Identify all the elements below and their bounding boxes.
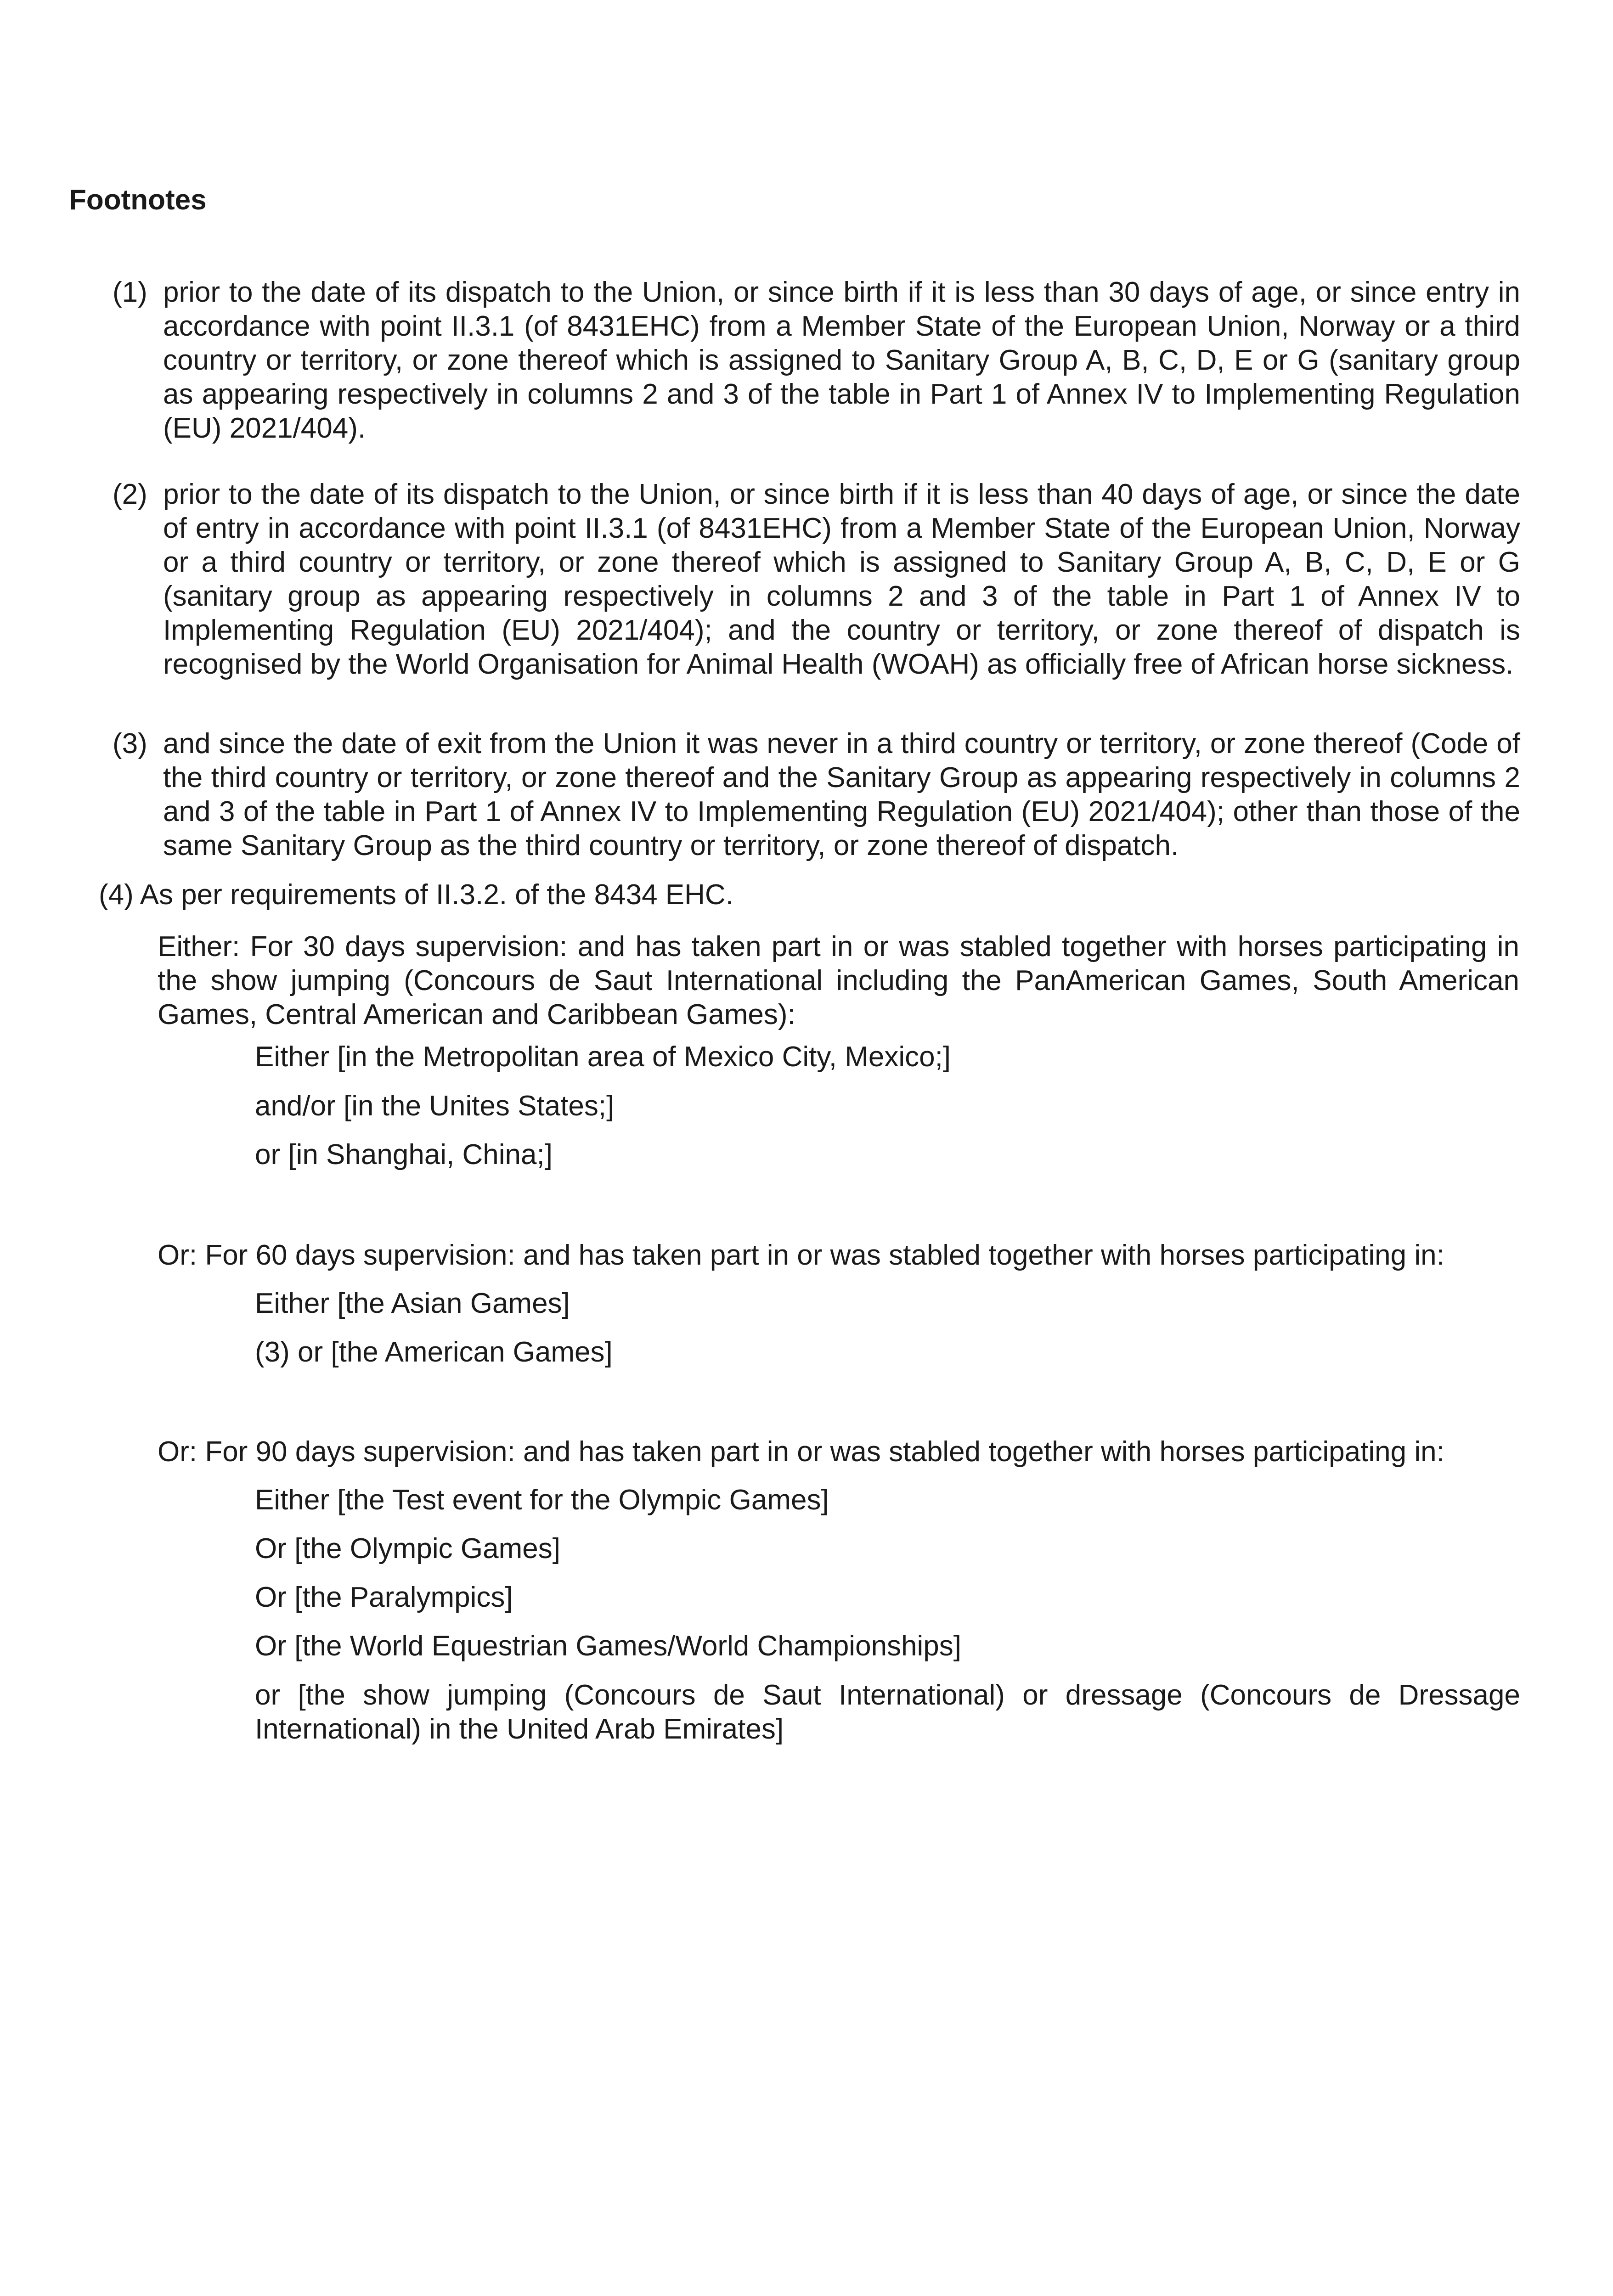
footnote-number: (3): [113, 728, 147, 760]
supervision-60-days: Or: For 60 days supervision: and has taken part in or was stabled together with horses participating in:: [158, 1239, 1444, 1271]
list-item: (3) or [the American Games]: [255, 1336, 613, 1368]
footnote-2: [113, 478, 1520, 681]
list-item: or [the show jumping (Concours de Saut International) or dressage (Concours de Dressage International) in the United Arab Emirates]: [255, 1679, 1520, 1745]
supervision-intro: Either: For 30 days supervision: and has taken part in or was stabled together with horses participating in the show jumping (Concours de Saut International including the PanAmerican Games, South American Games, Central American and Caribbean Games):: [158, 931, 1519, 1030]
page-title: Footnotes: [69, 184, 207, 216]
supervision-30-days: [158, 930, 1519, 1032]
list-item: Or [the World Equestrian Games/World Championships]: [255, 1630, 962, 1662]
list-item: and/or [in the Unites States;]: [255, 1090, 615, 1122]
footnote-number: (2): [113, 478, 147, 510]
footnote-text: prior to the date of its dispatch to the Union, or since birth if it is less than 30 days of age, or since entry in accordance with point II.3.1 (of 8431EHC) from a Member State of the European Union, Norway or a third country or territory, or zone thereof which is assigned to Sanitary Group A, B, C, D, E or G (sanitary group as appearing respectively in columns 2 and 3 of the table in Part 1 of Annex IV to Implementing Regulation (EU) 2021/404).: [163, 276, 1520, 444]
list-item: Or [the Olympic Games]: [255, 1533, 560, 1564]
list-item: Either [the Test event for the Olympic Games]: [255, 1484, 829, 1516]
footnote-1: [113, 276, 1520, 445]
list-item: Either [the Asian Games]: [255, 1288, 570, 1319]
footnote-number: (1): [113, 276, 147, 308]
footnote-3: [113, 727, 1520, 863]
list-item: Or [the Paralympics]: [255, 1581, 513, 1613]
footnote-text: prior to the date of its dispatch to the Union, or since birth if it is less than 40 days of age, or since the date of entry in accordance with point II.3.1 (of 8431EHC) from a Member State of the European Union, Norway or a third country or territory, or zone thereof which is assigned to Sanitary Group A, B, C, D, E or G (sanitary group as appearing respectively in columns 2 and 3 of the table in Part 1 of Annex IV to Implementing Regulation (EU) 2021/404); and the country or territory, or zone thereof of dispatch is recognised by the World Organisation for Animal Health (WOAH) as officially free of African horse sickness.: [163, 478, 1520, 680]
list-item: or [in Shanghai, China;]: [255, 1139, 553, 1171]
footnote-text: and since the date of exit from the Union it was never in a third country or territory, or zone thereof (Code of the third country or territory, or zone thereof and the Sanitary Group as appearing respectively in columns 2 and 3 of the table in Part 1 of Annex IV to Implementing Regulation (EU) 2021/404); other than those of the same Sanitary Group as the third country or territory, or zone thereof of dispatch.: [163, 728, 1520, 861]
footnote-4-heading: (4) As per requirements of II.3.2. of the 8434 EHC.: [99, 879, 733, 911]
supervision-90-days: Or: For 90 days supervision: and has taken part in or was stabled together with horses participating in:: [158, 1436, 1444, 1468]
list-item: Either [in the Metropolitan area of Mexico City, Mexico;]: [255, 1041, 951, 1073]
